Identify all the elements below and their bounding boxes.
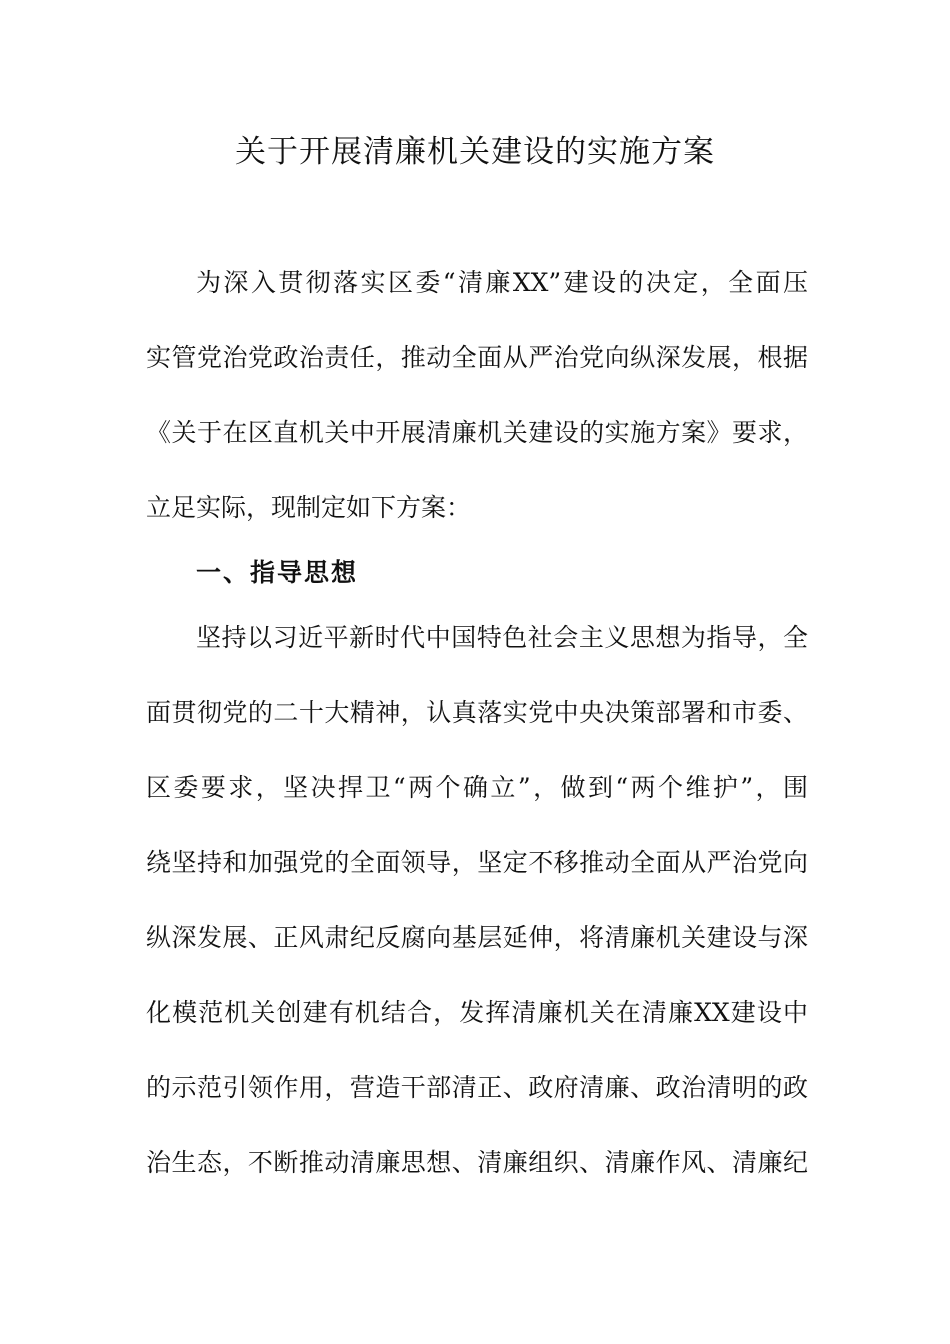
body-line: 面贯彻党的二十大精神，认真落实党中央决策部署和市委、	[146, 698, 808, 727]
intro-line: 立足实际，现制定如下方案：	[146, 493, 472, 522]
body-line: 绕坚持和加强党的全面领导，坚定不移推动全面从严治党向	[146, 848, 808, 877]
body-line: 纵深发展、正风肃纪反腐向基层延伸，将清廉机关建设与深	[146, 923, 808, 952]
section-heading: 一、指导思想	[196, 558, 359, 587]
intro-line: 为深入贯彻落实区委“清廉XX”建设的决定，全面压	[196, 268, 808, 297]
body-line: 的示范引领作用，营造干部清正、政府清廉、政治清明的政	[146, 1073, 808, 1102]
intro-line: 《关于在区直机关中开展清廉机关建设的实施方案》要求，	[146, 418, 808, 447]
body-line: 治生态，不断推动清廉思想、清廉组织、清廉作风、清廉纪	[146, 1148, 808, 1177]
document-title: 关于开展清廉机关建设的实施方案	[235, 134, 715, 170]
body-line: 化模范机关创建有机结合，发挥清廉机关在清廉XX建设中	[146, 998, 808, 1027]
body-line: 坚持以习近平新时代中国特色社会主义思想为指导，全	[196, 623, 808, 652]
intro-line: 实管党治党政治责任，推动全面从严治党向纵深发展，根据	[146, 343, 808, 372]
body-line: 区委要求，坚决捍卫“两个确立”，做到“两个维护”，围	[146, 773, 808, 802]
